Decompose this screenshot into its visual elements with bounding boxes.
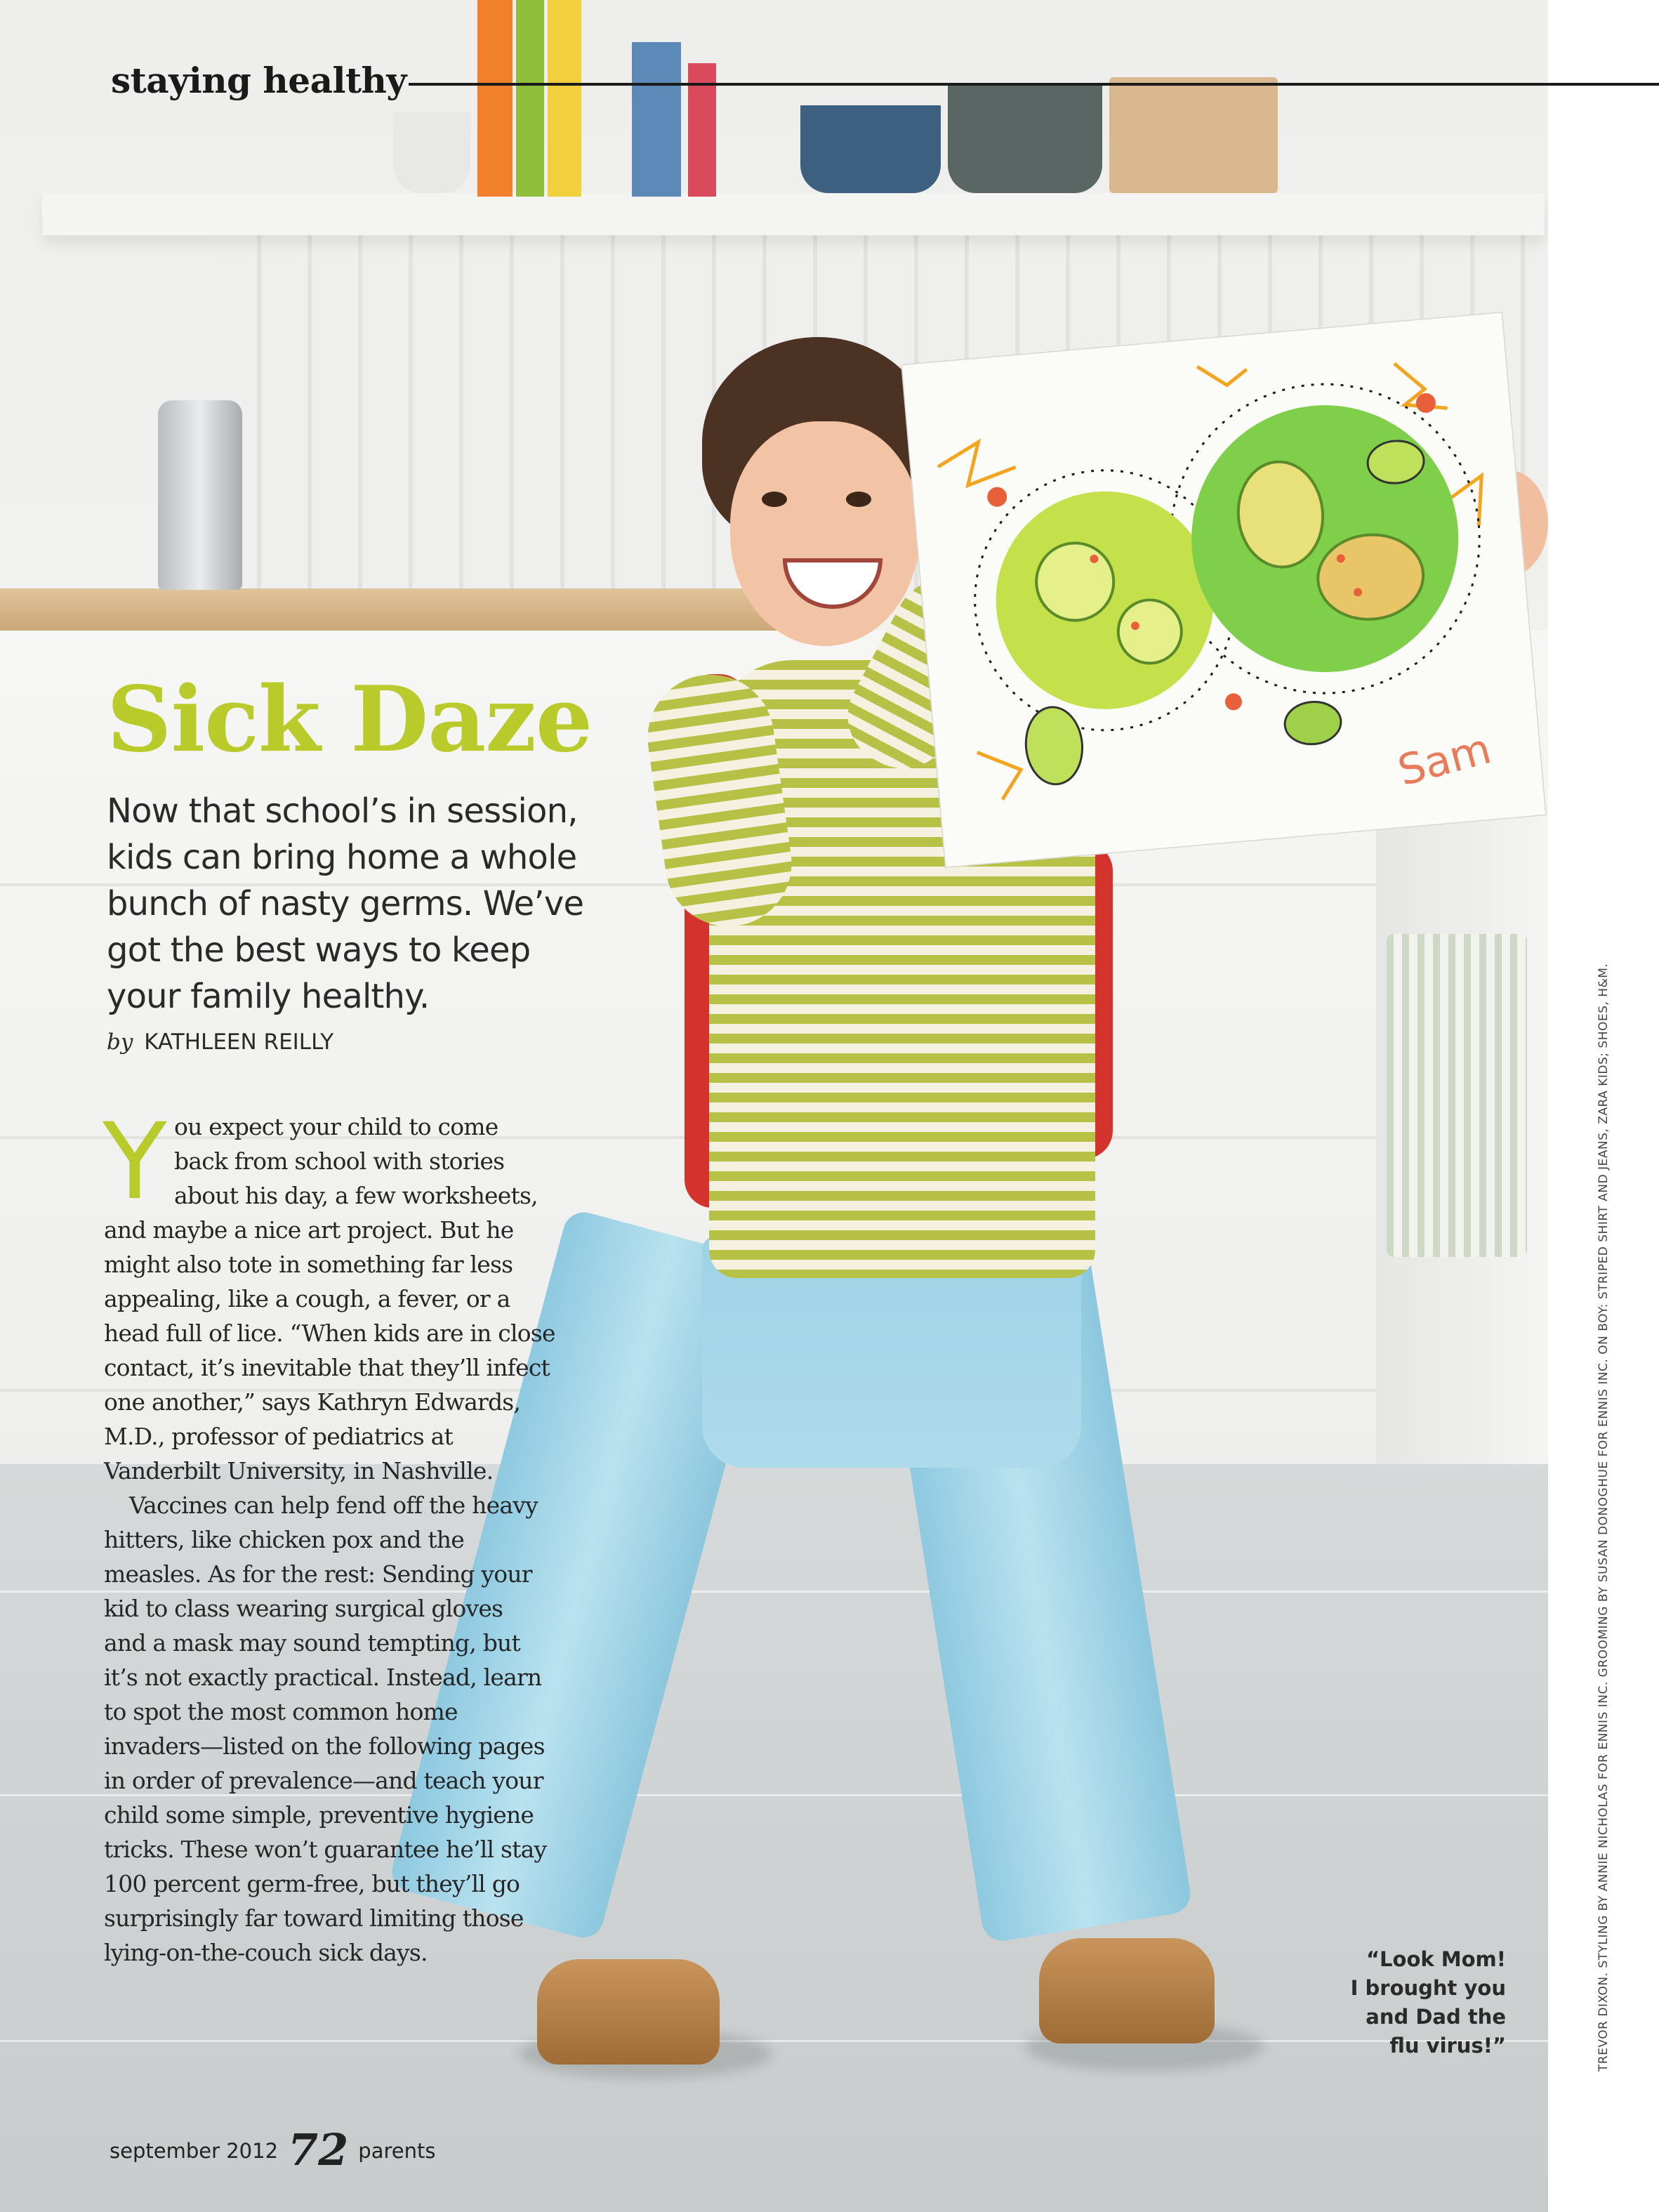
body-line: measles. As for the rest: Sending your xyxy=(104,1560,532,1588)
shelf-book xyxy=(632,42,681,197)
body-line: to spot the most common home xyxy=(104,1698,458,1725)
body-line: contact, it’s inevitable that they’ll infect xyxy=(104,1354,550,1381)
body-line: head full of lice. “When kids are in close xyxy=(104,1319,555,1347)
body-line: hitters, like chicken pox and the xyxy=(104,1526,464,1553)
body-line: M.D., professor of pediatrics at xyxy=(104,1423,453,1450)
body-line: one another,” says Kathryn Edwards, xyxy=(104,1388,521,1416)
shelf-bowl xyxy=(800,105,941,193)
body-line: and a mask may sound tempting, but xyxy=(104,1629,520,1657)
dek-line: your family healthy. xyxy=(107,977,430,1016)
byline xyxy=(107,1029,333,1055)
kitchen-shelf xyxy=(42,193,1545,235)
body-line: Vanderbilt University, in Nashville. xyxy=(104,1457,494,1484)
body-line: kid to class wearing surgical gloves xyxy=(104,1595,503,1622)
body-line: surprisingly far toward limiting those xyxy=(104,1904,524,1932)
section-rule xyxy=(409,83,1659,86)
dek xyxy=(107,788,640,1020)
body-line: invaders—listed on the following pages xyxy=(104,1732,545,1760)
shelf-planter xyxy=(393,112,470,193)
shelf-book xyxy=(516,0,544,197)
body-line: Vaccines can help fend off the heavy xyxy=(129,1492,538,1519)
body-line: tricks. These won’t guarantee he’ll stay xyxy=(104,1836,547,1863)
blender xyxy=(158,400,242,590)
body-line: appealing, like a cough, a fever, or a xyxy=(104,1285,510,1312)
dek-line: got the best ways to keep xyxy=(107,930,531,970)
body-line: might also tote in something far less xyxy=(104,1251,513,1278)
boy-eye xyxy=(762,492,787,507)
shelf-book xyxy=(548,0,581,197)
left-shoe xyxy=(537,1959,720,2065)
dek-line: bunch of nasty germs. We’ve xyxy=(107,884,584,923)
article-body xyxy=(103,1101,567,1970)
germ-drawing xyxy=(901,312,1546,868)
drawing-signature: Sam xyxy=(1393,724,1496,796)
boy-face xyxy=(730,421,920,646)
dish-towel xyxy=(1387,934,1527,1257)
dek-line: kids can bring home a whole xyxy=(107,838,577,877)
body-line: it’s not exactly practical. Instead, learn xyxy=(104,1664,542,1691)
caption-line: and Dad the xyxy=(1366,2005,1506,2029)
dek-line: Now that school’s in session, xyxy=(107,791,578,831)
body-line: child some simple, preventive hygiene xyxy=(104,1801,534,1829)
body-line: ou expect your child to come xyxy=(174,1113,498,1140)
body-line: about his day, a few worksheets, xyxy=(174,1182,538,1209)
footer-issue: september 2012 xyxy=(110,2139,279,2163)
footer-magazine: parents xyxy=(358,2139,436,2163)
photo-credit: TREVOR DIXON. STYLING BY ANNIE NICHOLAS FOR ENNIS INC. GROOMING BY SUSAN DONOGHUE FOR ENNIS INC. ON BOY: STRIPED SHIRT AND JEANS, ZARA KIDS; SHOES, H&M. xyxy=(1597,963,1611,2072)
page-footer xyxy=(110,2117,436,2175)
headline: Sick Daze xyxy=(107,667,593,772)
shelf-book xyxy=(477,0,513,197)
byline-prefix: by xyxy=(107,1029,133,1055)
body-line: back from school with stories xyxy=(174,1147,505,1175)
caption-line: “Look Mom! xyxy=(1366,1947,1506,1971)
byline-author: KATHLEEN REILLY xyxy=(144,1029,334,1055)
right-shoe xyxy=(1039,1938,1215,2043)
body-line: 100 percent germ-free, but they’ll go xyxy=(104,1870,520,1897)
body-line: lying-on-the-couch sick days. xyxy=(104,1939,428,1966)
caption-line: I brought you xyxy=(1350,1976,1506,2000)
body-line: in order of prevalence—and teach your xyxy=(104,1767,543,1794)
shelf-basket xyxy=(1109,77,1278,193)
countertop xyxy=(0,588,793,631)
germ-drawing-svg xyxy=(901,312,1546,868)
body-line: and maybe a nice art project. But he xyxy=(104,1216,514,1244)
drop-cap: Y xyxy=(103,1101,167,1223)
page-number: 72 xyxy=(288,2124,349,2175)
shelf-pot xyxy=(948,84,1102,193)
boy-eye xyxy=(846,492,871,507)
floor-tile-line xyxy=(0,2040,1548,2042)
caption-line: flu virus!” xyxy=(1389,2034,1506,2058)
photo-caption xyxy=(1327,1945,1506,2060)
section-label: staying healthy xyxy=(111,60,407,101)
